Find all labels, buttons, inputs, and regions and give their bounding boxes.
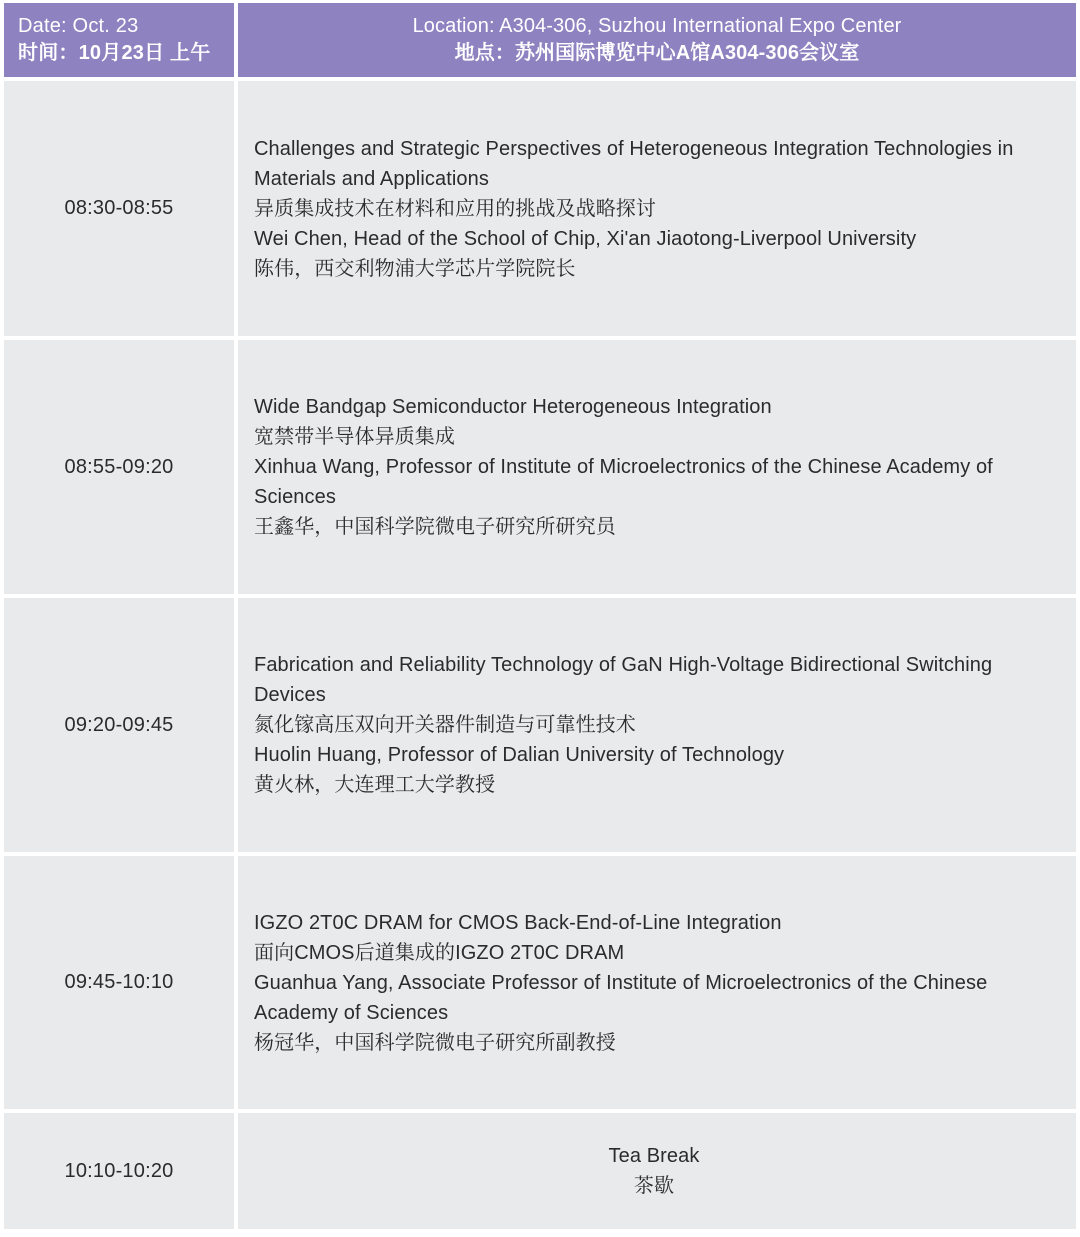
- break-label-en: Tea Break: [608, 1145, 700, 1167]
- session-title-cn: 面向CMOS后道集成的IGZO 2T0C DRAM: [254, 941, 625, 964]
- session-speaker-en: Xinhua Wang, Professor of Institute of Microelectronics of the Chinese Academy of Sciences: [254, 456, 993, 508]
- session-details: [238, 598, 1076, 852]
- session-title-cn: 氮化镓高压双向开关器件制造与可靠性技术: [254, 714, 636, 736]
- session-time: 08:55-09:20: [4, 340, 234, 594]
- session-time: 08:30-08:55: [4, 81, 234, 336]
- session-time: 09:20-09:45: [4, 598, 234, 852]
- location-en: Location: A304-306, Suzhou International Expo Center: [412, 15, 902, 37]
- location-cell: [238, 3, 1076, 77]
- location-cn: 地点：苏州国际博览中心A馆A304-306会议室: [454, 42, 860, 64]
- date-cell: [4, 3, 234, 77]
- session-row: [4, 856, 1076, 1109]
- session-title-cn: 异质集成技术在材料和应用的挑战及战略探讨: [254, 197, 656, 220]
- session-title-cn: 宽禁带半导体异质集成: [254, 426, 455, 448]
- break-details: [238, 1113, 1076, 1229]
- date-en: Date: Oct. 23: [18, 15, 139, 37]
- session-speaker-en: Guanhua Yang, Associate Professor of Institute of Microelectronics of the Chinese Academy of Sciences: [254, 971, 988, 1024]
- header-row: [4, 3, 1076, 77]
- session-speaker-en: Wei Chen, Head of the School of Chip, Xi'an Jiaotong-Liverpool University: [254, 227, 917, 250]
- break-label-cn: 茶歇: [633, 1175, 675, 1197]
- break-time: 10:10-10:20: [4, 1113, 234, 1229]
- session-row: [4, 598, 1076, 852]
- session-speaker-cn: 王鑫华，中国科学院微电子研究所研究员: [254, 516, 616, 538]
- session-details: [238, 856, 1076, 1109]
- break-row: [4, 1113, 1076, 1229]
- schedule-table: [4, 3, 1076, 1229]
- session-speaker-cn: 杨冠华，中国科学院微电子研究所副教授: [254, 1031, 616, 1054]
- session-row: [4, 340, 1076, 594]
- session-time: 09:45-10:10: [4, 856, 234, 1109]
- session-title-en: IGZO 2T0C DRAM for CMOS Back-End-of-Line Integration: [254, 911, 782, 934]
- session-speaker-en: Huolin Huang, Professor of Dalian University of Technology: [254, 744, 785, 766]
- session-title-en: Fabrication and Reliability Technology of GaN High-Voltage Bidirectional Switching Devices: [254, 654, 993, 706]
- session-title-en: Challenges and Strategic Perspectives of Heterogeneous Integration Technologies in Materials and Applications: [254, 137, 1014, 190]
- date-cn: 时间：10月23日 上午: [18, 42, 211, 64]
- session-speaker-cn: 陈伟，西交利物浦大学芯片学院院长: [254, 257, 576, 280]
- session-title-en: Wide Bandgap Semiconductor Heterogeneous Integration: [254, 396, 772, 418]
- session-speaker-cn: 黄火林，大连理工大学教授: [254, 774, 496, 796]
- session-row: [4, 81, 1076, 336]
- session-details: [238, 340, 1076, 594]
- session-details: [238, 81, 1076, 336]
